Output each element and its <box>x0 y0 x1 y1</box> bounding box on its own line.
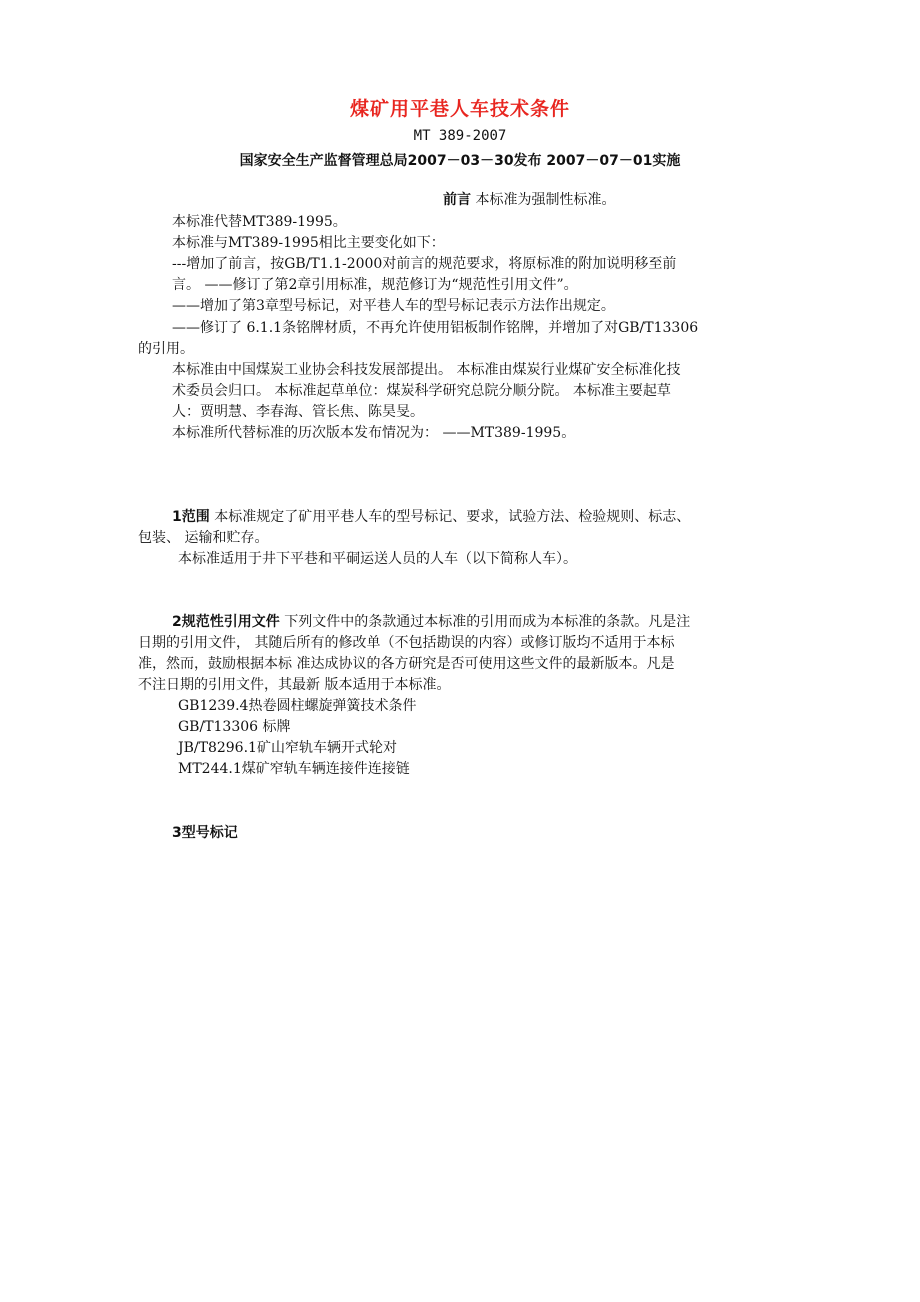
section2-line: 准，然而，鼓励根据本标 准达成协议的各方研究是否可使用这些文件的最新版本。凡是 <box>138 656 675 672</box>
reference-item: MT244.1煤矿窄轨车辆连接件连接链 <box>178 761 410 777</box>
foreword-heading: 前言 <box>443 192 471 208</box>
section1-line: 包装、 运输和贮存。 <box>138 530 269 546</box>
standard-number: MT 389-2007 <box>413 128 507 144</box>
foreword-line: 本标准由中国煤炭工业协会科技发展部提出。 本标准由煤炭行业煤矿安全标准化技 <box>172 362 681 378</box>
section2-heading: 2规范性引用文件 <box>172 614 280 630</box>
section2-line: 不注日期的引用文件，其最新 版本适用于本标准。 <box>138 677 451 693</box>
foreword-first-line <box>443 190 615 210</box>
section2-first-line <box>172 612 690 632</box>
section2-text: 下列文件中的条款通过本标准的引用而成为本标准的条款。凡是注 <box>284 614 691 630</box>
foreword-line: 术委员会归口。 本标准起草单位：煤炭科学研究总院分顺分院。 本标准主要起草 <box>172 383 671 399</box>
foreword-line: ——增加了第3章型号标记，对平巷人车的型号标记表示方法作出规定。 <box>172 298 615 314</box>
reference-item: GB1239.4热卷圆柱螺旋弹簧技术条件 <box>178 698 417 714</box>
foreword-line: 本标准与MT389-1995相比主要变化如下： <box>172 235 445 251</box>
document-title: 煤矿用平巷人车技术条件 <box>349 98 570 120</box>
reference-item: GB/T13306 标牌 <box>178 719 291 735</box>
foreword-line: 言。 ——修订了第2章引用标准，规范修订为“规范性引用文件”。 <box>172 277 578 293</box>
section1-heading: 1范围 <box>172 509 210 525</box>
foreword-first-text: 本标准为强制性标准。 <box>475 192 616 208</box>
section1-line: 本标准适用于井下平巷和平硐运送人员的人车（以下简称人车）。 <box>178 551 577 567</box>
foreword-line: 本标准代替MT389-1995。 <box>172 214 347 230</box>
foreword-line: 人：贾明慧、李春海、管长焦、陈昊旻。 <box>172 404 424 420</box>
foreword-line: 本标准所代替标准的历次版本发布情况为： ——MT389-1995。 <box>172 425 576 441</box>
foreword-line: ——修订了 6.1.1条铭牌材质，不再允许使用铝板制作铭牌，并增加了对GB/T13306 <box>172 320 699 336</box>
issuer-line: 国家安全生产监督管理总局2007－03－30发布 2007－07－01实施 <box>239 153 681 169</box>
foreword-line: ---增加了前言，按GB/T1.1-2000对前言的规范要求，将原标准的附加说明移至前 <box>172 256 677 272</box>
section1-first-line <box>172 507 690 527</box>
reference-item: JB/T8296.1矿山窄轨车辆开式轮对 <box>178 740 397 756</box>
section1-text: 本标准规定了矿用平巷人车的型号标记、要求，试验方法、检验规则、标志、 <box>214 509 691 525</box>
section2-line: 日期的引用文件， 其随后所有的修改单（不包括勘误的内容）或修订版均不适用于本标 <box>138 635 675 651</box>
section3-heading: 3型号标记 <box>172 825 238 841</box>
foreword-line: 的引用。 <box>138 341 194 357</box>
